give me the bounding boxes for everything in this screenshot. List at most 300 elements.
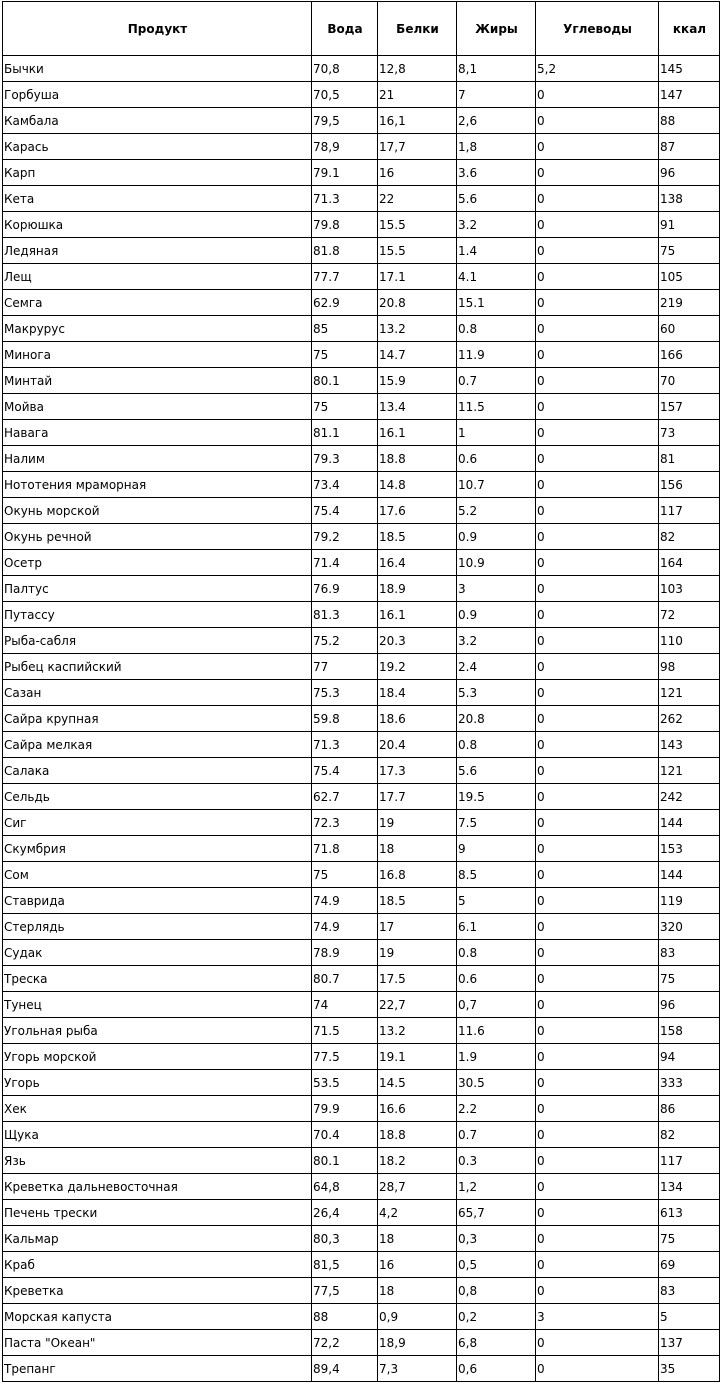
cell-carbs: 0 [536,160,659,186]
cell-fat: 15.1 [457,290,536,316]
cell-carbs: 0 [536,1278,659,1304]
cell-product: Макрурус [3,316,312,342]
cell-carbs: 0 [536,238,659,264]
cell-fat: 2,6 [457,108,536,134]
cell-protein: 18.5 [378,888,457,914]
cell-fat: 3.6 [457,160,536,186]
cell-water: 80.1 [312,1148,378,1174]
cell-water: 75.4 [312,758,378,784]
table-row [3,836,720,862]
cell-water: 72,2 [312,1330,378,1356]
cell-water: 88 [312,1304,378,1330]
cell-protein: 17.1 [378,264,457,290]
cell-protein: 16 [378,160,457,186]
cell-protein: 20.3 [378,628,457,654]
table-row [3,82,720,108]
cell-water: 78.9 [312,940,378,966]
table-row [3,212,720,238]
cell-product: Мойва [3,394,312,420]
cell-fat: 3.2 [457,212,536,238]
cell-protein: 16.1 [378,420,457,446]
cell-fat: 6.1 [457,914,536,940]
cell-product: Сазан [3,680,312,706]
cell-product: Краб [3,1252,312,1278]
table-row [3,680,720,706]
table-row [3,524,720,550]
cell-kcal: 75 [659,1226,720,1252]
cell-carbs: 0 [536,134,659,160]
cell-product: Сом [3,862,312,888]
cell-water: 77.5 [312,1044,378,1070]
cell-carbs: 0 [536,706,659,732]
cell-carbs: 0 [536,446,659,472]
table-row [3,472,720,498]
cell-fat: 19.5 [457,784,536,810]
cell-fat: 0,7 [457,992,536,1018]
cell-product: Корюшка [3,212,312,238]
cell-product: Рыбец каспийский [3,654,312,680]
cell-product: Горбуша [3,82,312,108]
cell-kcal: 164 [659,550,720,576]
cell-water: 26,4 [312,1200,378,1226]
cell-water: 75.4 [312,498,378,524]
cell-protein: 16.8 [378,862,457,888]
table-row [3,108,720,134]
cell-fat: 0,5 [457,1252,536,1278]
table-row [3,1148,720,1174]
cell-product: Окунь морской [3,498,312,524]
cell-water: 77.7 [312,264,378,290]
cell-kcal: 157 [659,394,720,420]
cell-kcal: 83 [659,940,720,966]
cell-protein: 14.7 [378,342,457,368]
cell-fat: 10.7 [457,472,536,498]
cell-protein: 18 [378,836,457,862]
cell-fat: 0.8 [457,940,536,966]
table-row [3,1018,720,1044]
cell-kcal: 156 [659,472,720,498]
cell-fat: 0.9 [457,524,536,550]
cell-water: 71.8 [312,836,378,862]
cell-kcal: 117 [659,498,720,524]
cell-carbs: 0 [536,992,659,1018]
cell-kcal: 147 [659,82,720,108]
cell-kcal: 87 [659,134,720,160]
table-row [3,628,720,654]
column-header-water: Вода [312,2,378,56]
cell-fat: 8.5 [457,862,536,888]
cell-carbs: 0 [536,394,659,420]
cell-carbs: 0 [536,212,659,238]
table-row [3,1330,720,1356]
cell-product: Печень трески [3,1200,312,1226]
cell-protein: 18,9 [378,1330,457,1356]
cell-kcal: 144 [659,862,720,888]
cell-carbs: 0 [536,1148,659,1174]
table-row [3,1356,720,1382]
cell-protein: 14.5 [378,1070,457,1096]
cell-product: Стерлядь [3,914,312,940]
cell-water: 79,5 [312,108,378,134]
cell-protein: 16.6 [378,1096,457,1122]
cell-kcal: 105 [659,264,720,290]
table-row [3,1122,720,1148]
cell-carbs: 0 [536,1226,659,1252]
cell-carbs: 3 [536,1304,659,1330]
cell-kcal: 75 [659,238,720,264]
cell-product: Угорь [3,1070,312,1096]
cell-carbs: 0 [536,862,659,888]
cell-kcal: 242 [659,784,720,810]
cell-kcal: 60 [659,316,720,342]
cell-protein: 20.4 [378,732,457,758]
table-row [3,576,720,602]
cell-protein: 18.6 [378,706,457,732]
cell-product: Трепанг [3,1356,312,1382]
cell-fat: 2.4 [457,654,536,680]
table-row [3,368,720,394]
cell-kcal: 94 [659,1044,720,1070]
cell-fat: 0.7 [457,1122,536,1148]
table-row [3,1044,720,1070]
cell-product: Язь [3,1148,312,1174]
cell-kcal: 98 [659,654,720,680]
cell-protein: 17.6 [378,498,457,524]
cell-protein: 15.5 [378,238,457,264]
cell-kcal: 121 [659,758,720,784]
table-row [3,888,720,914]
cell-kcal: 86 [659,1096,720,1122]
cell-fat: 1.4 [457,238,536,264]
cell-water: 76.9 [312,576,378,602]
cell-water: 62.9 [312,290,378,316]
cell-product: Кета [3,186,312,212]
cell-water: 71.3 [312,732,378,758]
cell-water: 59.8 [312,706,378,732]
column-header-protein: Белки [378,2,457,56]
cell-kcal: 138 [659,186,720,212]
cell-product: Осетр [3,550,312,576]
table-row [3,56,720,82]
cell-fat: 0.3 [457,1148,536,1174]
cell-protein: 18.8 [378,1122,457,1148]
cell-fat: 4.1 [457,264,536,290]
cell-fat: 11.9 [457,342,536,368]
cell-kcal: 69 [659,1252,720,1278]
cell-kcal: 153 [659,836,720,862]
cell-kcal: 82 [659,1122,720,1148]
table-row [3,134,720,160]
table-row [3,810,720,836]
table-row [3,758,720,784]
cell-kcal: 110 [659,628,720,654]
cell-water: 80.1 [312,368,378,394]
cell-water: 85 [312,316,378,342]
cell-protein: 0,9 [378,1304,457,1330]
cell-water: 79.3 [312,446,378,472]
cell-water: 62.7 [312,784,378,810]
cell-fat: 1.9 [457,1044,536,1070]
cell-product: Минтай [3,368,312,394]
cell-water: 79.1 [312,160,378,186]
cell-product: Судак [3,940,312,966]
cell-kcal: 121 [659,680,720,706]
cell-fat: 3 [457,576,536,602]
cell-product: Ставрида [3,888,312,914]
cell-protein: 19 [378,940,457,966]
cell-product: Сельдь [3,784,312,810]
table-row [3,420,720,446]
cell-water: 77,5 [312,1278,378,1304]
cell-carbs: 5,2 [536,56,659,82]
cell-fat: 5 [457,888,536,914]
cell-kcal: 219 [659,290,720,316]
cell-product: Лещ [3,264,312,290]
column-header-kcal: ккал [659,2,720,56]
cell-product: Карп [3,160,312,186]
cell-fat: 1,2 [457,1174,536,1200]
cell-fat: 6,8 [457,1330,536,1356]
cell-carbs: 0 [536,1018,659,1044]
cell-protein: 18.5 [378,524,457,550]
cell-protein: 21 [378,82,457,108]
cell-kcal: 96 [659,160,720,186]
cell-product: Рыба-сабля [3,628,312,654]
cell-product: Минога [3,342,312,368]
cell-kcal: 333 [659,1070,720,1096]
cell-water: 64,8 [312,1174,378,1200]
cell-carbs: 0 [536,264,659,290]
column-header-carbs: Углеводы [536,2,659,56]
table-row [3,290,720,316]
cell-kcal: 103 [659,576,720,602]
cell-fat: 0.7 [457,368,536,394]
cell-protein: 16.1 [378,602,457,628]
cell-water: 75.2 [312,628,378,654]
cell-fat: 10.9 [457,550,536,576]
cell-protein: 4,2 [378,1200,457,1226]
cell-fat: 30.5 [457,1070,536,1096]
cell-kcal: 262 [659,706,720,732]
cell-kcal: 96 [659,992,720,1018]
cell-carbs: 0 [536,888,659,914]
cell-protein: 28,7 [378,1174,457,1200]
cell-carbs: 0 [536,1252,659,1278]
cell-carbs: 0 [536,1200,659,1226]
cell-protein: 17.5 [378,966,457,992]
cell-product: Салака [3,758,312,784]
cell-water: 74.9 [312,888,378,914]
cell-protein: 16.4 [378,550,457,576]
cell-water: 74 [312,992,378,1018]
cell-fat: 5.2 [457,498,536,524]
cell-carbs: 0 [536,732,659,758]
cell-kcal: 145 [659,56,720,82]
table-row [3,914,720,940]
cell-carbs: 0 [536,914,659,940]
table-row [3,1200,720,1226]
table-row [3,1096,720,1122]
cell-product: Креветка дальневосточная [3,1174,312,1200]
table-row [3,186,720,212]
table-row [3,498,720,524]
cell-water: 53.5 [312,1070,378,1096]
cell-product: Треска [3,966,312,992]
cell-product: Палтус [3,576,312,602]
cell-product: Налим [3,446,312,472]
cell-product: Семга [3,290,312,316]
table-row [3,160,720,186]
cell-carbs: 0 [536,680,659,706]
cell-water: 71.4 [312,550,378,576]
cell-kcal: 143 [659,732,720,758]
cell-carbs: 0 [536,758,659,784]
cell-product: Сайра крупная [3,706,312,732]
cell-fat: 1,8 [457,134,536,160]
cell-protein: 12,8 [378,56,457,82]
table-row [3,1278,720,1304]
cell-fat: 9 [457,836,536,862]
cell-water: 71.3 [312,186,378,212]
cell-protein: 13.2 [378,1018,457,1044]
cell-product: Скумбрия [3,836,312,862]
cell-water: 79.9 [312,1096,378,1122]
cell-fat: 5.6 [457,758,536,784]
cell-product: Ледяная [3,238,312,264]
cell-product: Угорь морской [3,1044,312,1070]
cell-water: 77 [312,654,378,680]
cell-carbs: 0 [536,836,659,862]
column-header-fat: Жиры [457,2,536,56]
cell-carbs: 0 [536,654,659,680]
cell-fat: 20.8 [457,706,536,732]
cell-fat: 7.5 [457,810,536,836]
cell-product: Щука [3,1122,312,1148]
cell-fat: 5.6 [457,186,536,212]
cell-kcal: 72 [659,602,720,628]
cell-protein: 13.2 [378,316,457,342]
cell-carbs: 0 [536,966,659,992]
cell-carbs: 0 [536,316,659,342]
cell-product: Нототения мраморная [3,472,312,498]
cell-protein: 7,3 [378,1356,457,1382]
cell-product: Навага [3,420,312,446]
table-row [3,992,720,1018]
cell-fat: 0.9 [457,602,536,628]
cell-protein: 18.9 [378,576,457,602]
cell-water: 75 [312,862,378,888]
cell-kcal: 320 [659,914,720,940]
cell-protein: 18.4 [378,680,457,706]
table-body [3,56,720,1382]
cell-water: 75 [312,394,378,420]
cell-water: 71.5 [312,1018,378,1044]
cell-fat: 2.2 [457,1096,536,1122]
cell-water: 80,3 [312,1226,378,1252]
cell-kcal: 82 [659,524,720,550]
table-row [3,1174,720,1200]
cell-kcal: 81 [659,446,720,472]
cell-product: Угольная рыба [3,1018,312,1044]
cell-fat: 65,7 [457,1200,536,1226]
cell-product: Паста "Океан" [3,1330,312,1356]
cell-water: 73.4 [312,472,378,498]
cell-carbs: 0 [536,498,659,524]
cell-product: Морская капуста [3,1304,312,1330]
table-row [3,862,720,888]
cell-kcal: 73 [659,420,720,446]
cell-product: Сиг [3,810,312,836]
cell-carbs: 0 [536,342,659,368]
cell-kcal: 137 [659,1330,720,1356]
cell-kcal: 83 [659,1278,720,1304]
cell-product: Путассу [3,602,312,628]
table-row [3,446,720,472]
cell-carbs: 0 [536,290,659,316]
cell-product: Бычки [3,56,312,82]
cell-protein: 17,7 [378,134,457,160]
cell-protein: 17.3 [378,758,457,784]
cell-protein: 19.1 [378,1044,457,1070]
cell-kcal: 166 [659,342,720,368]
cell-protein: 14.8 [378,472,457,498]
table-row [3,940,720,966]
cell-protein: 19 [378,810,457,836]
cell-water: 74.9 [312,914,378,940]
cell-fat: 0.6 [457,446,536,472]
nutrition-table [2,1,720,1382]
cell-kcal: 119 [659,888,720,914]
cell-protein: 20.8 [378,290,457,316]
table-row [3,1226,720,1252]
cell-product: Кальмар [3,1226,312,1252]
cell-protein: 18.2 [378,1148,457,1174]
cell-kcal: 117 [659,1148,720,1174]
cell-protein: 15.5 [378,212,457,238]
cell-product: Креветка [3,1278,312,1304]
cell-carbs: 0 [536,524,659,550]
cell-water: 70,5 [312,82,378,108]
cell-fat: 0,6 [457,1356,536,1382]
cell-water: 79.2 [312,524,378,550]
cell-fat: 11.6 [457,1018,536,1044]
cell-water: 81.8 [312,238,378,264]
cell-protein: 18.8 [378,446,457,472]
cell-carbs: 0 [536,1122,659,1148]
cell-carbs: 0 [536,186,659,212]
cell-fat: 1 [457,420,536,446]
cell-kcal: 158 [659,1018,720,1044]
cell-kcal: 134 [659,1174,720,1200]
header-row [3,2,720,56]
cell-carbs: 0 [536,1174,659,1200]
cell-protein: 22,7 [378,992,457,1018]
cell-fat: 0.8 [457,732,536,758]
table-row [3,550,720,576]
cell-fat: 11.5 [457,394,536,420]
table-row [3,264,720,290]
cell-water: 75.3 [312,680,378,706]
cell-carbs: 0 [536,1044,659,1070]
cell-fat: 8,1 [457,56,536,82]
cell-carbs: 0 [536,1356,659,1382]
cell-product: Тунец [3,992,312,1018]
cell-protein: 22 [378,186,457,212]
table-row [3,966,720,992]
cell-protein: 13.4 [378,394,457,420]
table-row [3,602,720,628]
cell-fat: 0,3 [457,1226,536,1252]
